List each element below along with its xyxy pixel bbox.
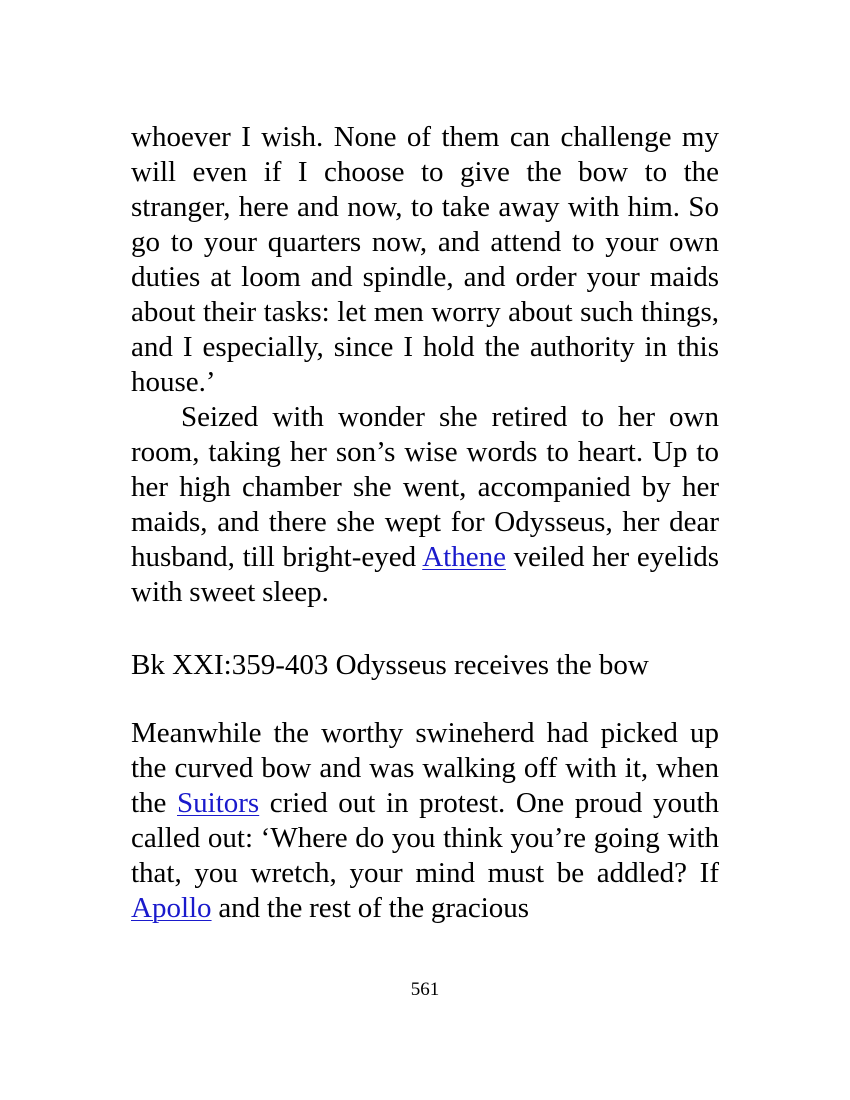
paragraph-swineherd <box>131 716 719 926</box>
paragraph-text: and the rest of the gracious <box>211 892 530 924</box>
paragraph-text: veiled her eyelids with sweet sleep. <box>131 541 719 608</box>
paragraph-text: whoever I wish. None of them can challenge my will even if I choose to give the bow to the stranger, here and now, to take away with him. So go to your quarters now, and attend to your own duties at loom and spindle, and order your maids about their tasks: let men worry about such things, and I especially, since I hold the authority in this house.’ <box>131 121 719 398</box>
paragraph-penelope-retires <box>131 400 719 610</box>
paragraph-text: cried out in protest. One proud youth called out: ‘Where do you think you’re going with that, you wretch, your mind must be addled? If <box>131 787 720 889</box>
link-athene[interactable]: Athene <box>422 541 506 573</box>
paragraph-text: Seized with wonder she retired to her own room, taking her son’s wise words to heart. Up to her high chamber she went, accompanied by her maids, and there she wept for Odysseus, her dear husband, till bright-eyed <box>131 401 719 573</box>
section-heading: Bk XXI:359-403 Odysseus receives the bow <box>131 649 649 681</box>
link-apollo[interactable]: Apollo <box>131 892 212 924</box>
paragraph-telemachus-speech <box>131 120 719 400</box>
link-suitors[interactable]: Suitors <box>177 787 260 819</box>
paragraph-text: Meanwhile the worthy swineherd had picked up the curved bow and was walking off with it, when the <box>131 717 719 819</box>
page-number: 561 <box>410 979 440 1000</box>
